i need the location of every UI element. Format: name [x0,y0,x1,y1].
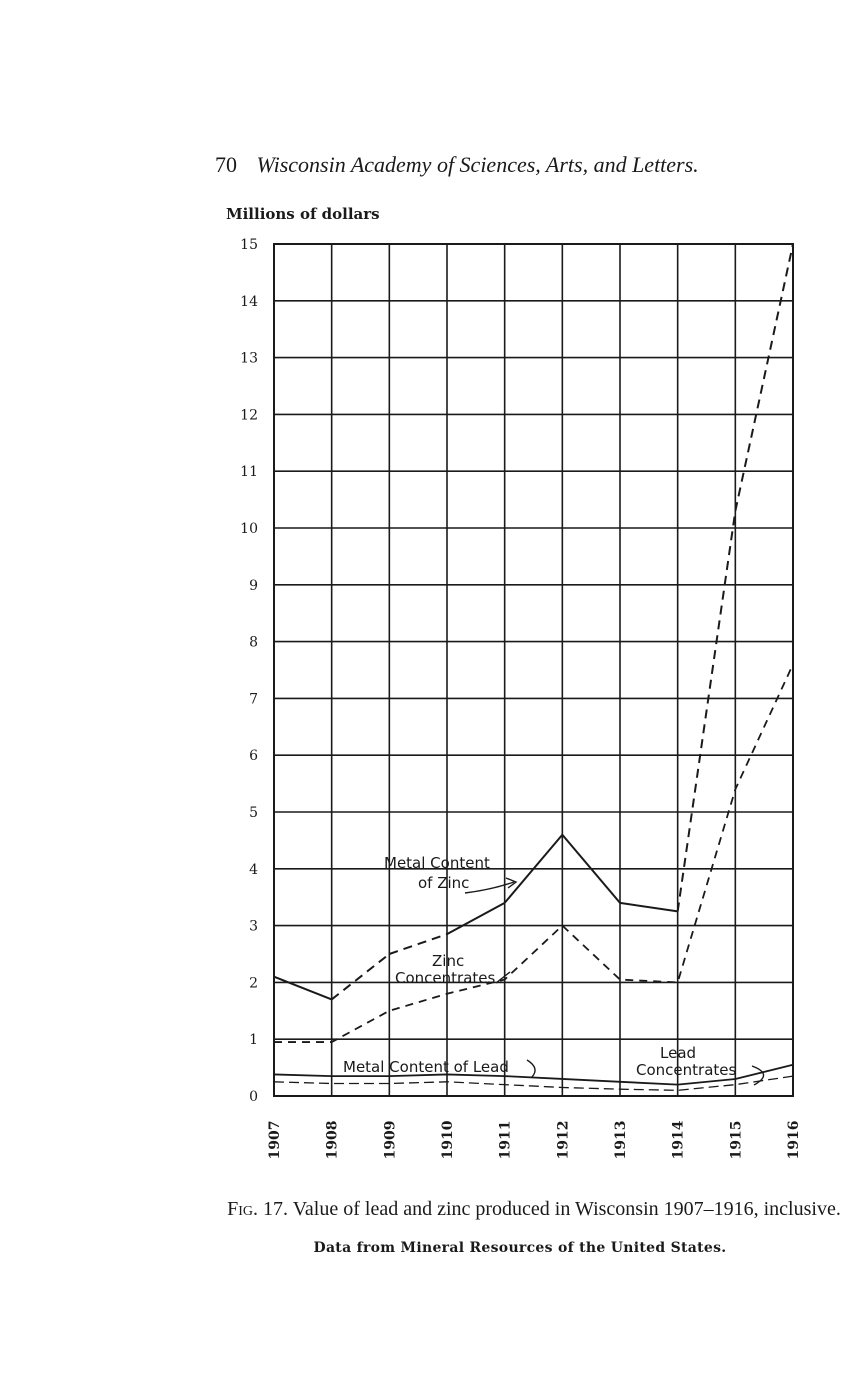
annotation-lead-conc-line-1: Lead [660,1044,697,1062]
y-tick-label: 8 [249,634,258,651]
figure-label: Fig. 17. [227,1198,289,1220]
y-axis-label: Millions of dollars [226,205,380,223]
data-source-note: Data from Mineral Resources of the United States. [313,1240,727,1256]
y-tick-labels [240,237,258,1105]
annotation-zinc-conc-line-1: Zinc [432,952,465,970]
page-number: 70 [215,152,237,177]
x-tick-label: 1915 [728,1120,745,1160]
series-line-zinc-concentrates [274,664,793,1042]
y-tick-label: 4 [249,861,258,878]
chart-grid [274,244,793,1096]
journal-title: Wisconsin Academy of Sciences, Arts, and Letters. [256,152,699,177]
y-tick-label: 12 [240,407,258,424]
y-tick-label: 13 [240,350,258,367]
x-tick-label: 1912 [555,1120,572,1160]
y-tick-label: 0 [249,1089,258,1105]
y-tick-label: 1 [249,1032,258,1049]
annotation-lead-conc-line-2: Concentrates [636,1061,737,1079]
annotation-zinc-metal-line-1: Metal Content [384,854,490,872]
x-tick-label: 1908 [324,1120,341,1160]
y-tick-label: 11 [240,464,258,481]
series-line-zinc-metal [274,977,332,1000]
plot-frame [274,244,793,1096]
series-line-zinc-metal [678,511,736,911]
annotation-lead-metal: Metal Content of Lead [343,1058,509,1076]
y-tick-label: 5 [249,805,258,821]
annotation-arrow [527,1060,535,1077]
caption-text: Value of lead and zinc produced in Wisconsin 1907–1916, inclusive. [292,1198,841,1220]
annotation-arrow [465,882,514,893]
y-tick-label: 3 [249,918,258,935]
series-line-zinc-metal [447,903,505,934]
chart-series [274,244,793,1090]
x-tick-label: 1913 [613,1120,629,1160]
x-tick-label: 1916 [786,1120,802,1160]
y-tick-label: 9 [249,577,258,594]
series-line-zinc-metal [620,903,678,912]
series-line-zinc-metal [332,954,390,999]
y-tick-label: 7 [249,691,258,708]
series-annotations [343,854,764,1085]
y-tick-label: 2 [249,975,258,992]
y-tick-label: 15 [240,237,258,253]
x-tick-label: 1909 [382,1120,399,1160]
x-tick-label: 1910 [440,1120,456,1160]
x-tick-label: 1914 [670,1120,687,1160]
annotation-zinc-metal-line-2: of Zinc [418,874,470,892]
x-tick-label: 1907 [267,1120,283,1160]
y-tick-label: 10 [240,521,258,537]
x-tick-labels [267,1120,802,1159]
y-tick-label: 14 [240,293,258,310]
figure-caption [224,1198,844,1220]
y-tick-label: 6 [249,748,258,765]
x-tick-label: 1911 [497,1120,514,1160]
annotation-zinc-conc-line-2: Concentrates [395,969,496,987]
annotation-arrow [496,972,510,983]
